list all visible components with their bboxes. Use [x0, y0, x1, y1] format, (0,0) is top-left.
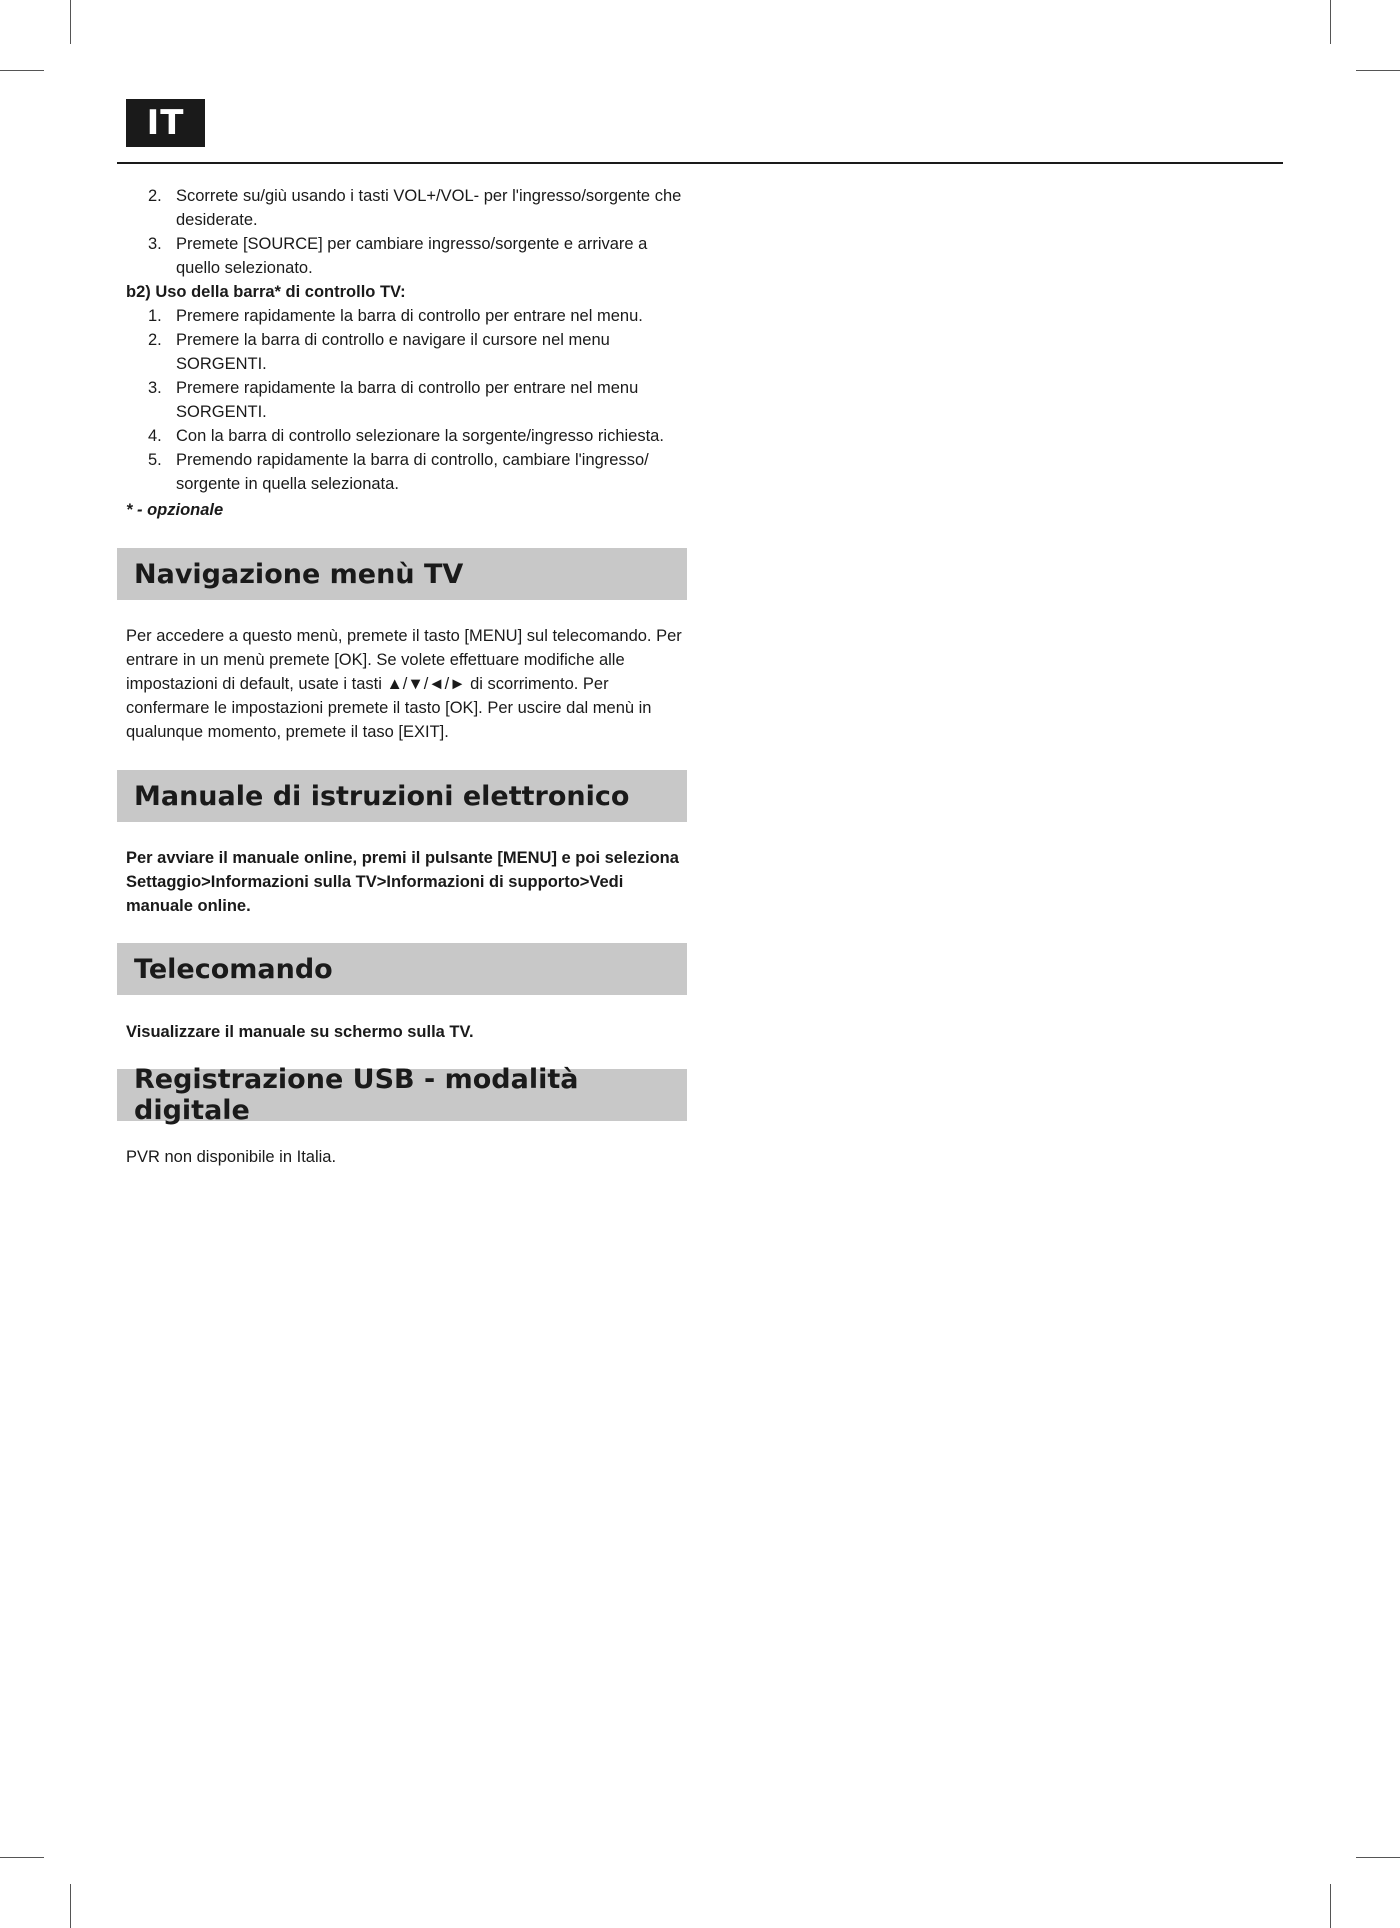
section-heading-menu-nav: Navigazione menù TV — [117, 548, 687, 600]
crop-mark — [1356, 1857, 1400, 1858]
list-item: 1. Premere rapidamente la barra di controllo per entrare nel menu. — [148, 307, 643, 325]
section-heading-e-manual: Manuale di istruzioni elettronico — [117, 770, 687, 822]
remote-paragraph: Visualizzare il manuale su schermo sulla TV. — [126, 1023, 474, 1041]
e-manual-paragraph: Per avviare il manuale online, premi il pulsante [MENU] e poi seleziona Settaggio>Informazioni sulla TV>Informazioni di supporto>Vedi manuale online. — [126, 849, 679, 915]
control-bar-steps-list — [126, 304, 686, 496]
optional-note: * - opzionale — [126, 501, 224, 519]
intro-content — [126, 184, 686, 522]
header-rule — [117, 162, 1283, 164]
list-item: 5. Premendo rapidamente la barra di controllo, cambiare l'ingresso/ sorgente in quella selezionata. — [148, 451, 649, 493]
list-item: 3. Premete [SOURCE] per cambiare ingresso/sorgente e arrivare a quello selezionato. — [148, 235, 648, 277]
section-heading-remote: Telecomando — [117, 943, 687, 995]
crop-mark — [70, 1884, 71, 1928]
list-item: 2. Scorrete su/giù usando i tasti VOL+/VOL- per l'ingresso/sorgente che desiderate. — [148, 187, 682, 229]
source-steps-list — [126, 184, 686, 280]
crop-mark — [0, 70, 44, 71]
crop-mark — [1330, 0, 1331, 44]
language-badge: IT — [126, 99, 205, 147]
list-item: 3. Premere rapidamente la barra di controllo per entrare nel menu SORGENTI. — [148, 379, 639, 421]
list-item: 4. Con la barra di controllo selezionare la sorgente/ingresso richiesta. — [148, 427, 664, 445]
control-bar-heading: b2) Uso della barra* di controllo TV: — [126, 283, 406, 301]
menu-nav-paragraph: Per accedere a questo menù, premete il tasto [MENU] sul telecomando. Per entrare in un menù premete [OK]. Se volete effettuare modifiche alle impostazioni di default, usate i tasti ▲/▼/◄/► di scorrimento. Per confermare le impostazioni premete il tasto [OK]. Per uscire dal menù in qualunque momento, premete il taso [EXIT]. — [126, 627, 682, 741]
crop-mark — [0, 1857, 44, 1858]
crop-mark — [70, 0, 71, 44]
usb-recording-paragraph: PVR non disponibile in Italia. — [126, 1148, 337, 1166]
section-heading-usb-recording: Registrazione USB - modalità digitale — [117, 1069, 687, 1121]
crop-mark — [1356, 70, 1400, 71]
crop-mark — [1330, 1884, 1331, 1928]
list-item: 2. Premere la barra di controllo e navigare il cursore nel menu SORGENTI. — [148, 331, 610, 373]
